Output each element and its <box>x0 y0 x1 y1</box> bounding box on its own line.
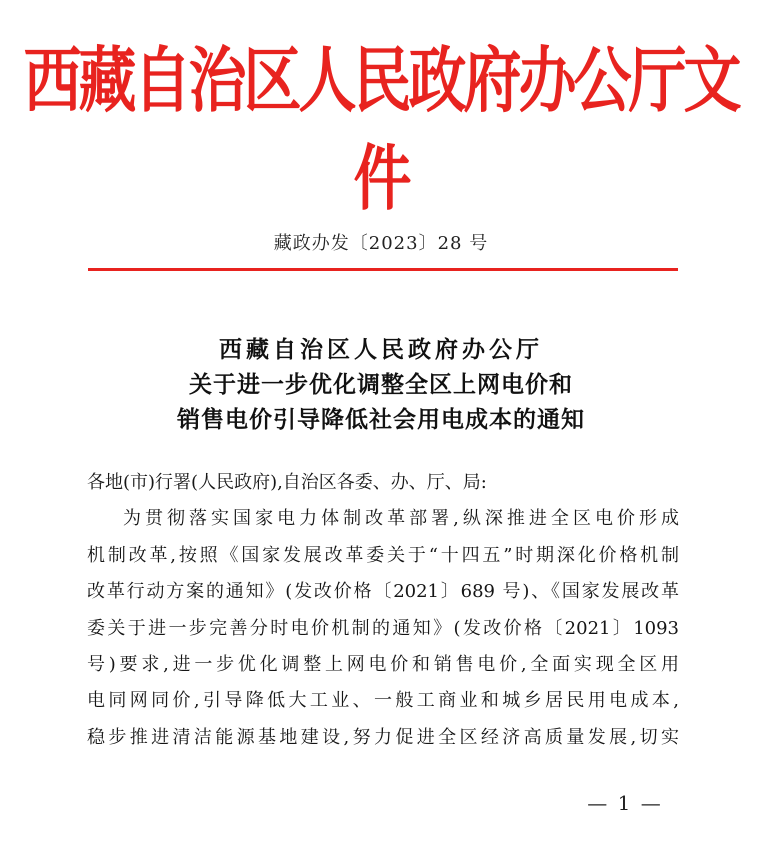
paragraph-line: 号)要求,进一步优化调整上网电价和销售电价,全面实现全区用 <box>87 653 679 675</box>
title-line-2: 关于进一步优化调整全区上网电价和 <box>189 372 573 398</box>
page-number: — 1 — <box>587 791 663 815</box>
document-masthead: 西藏自治区人民政府办公厅文件 <box>23 39 739 220</box>
paragraph-line: 委关于进一步完善分时电价机制的通知》(发改价格〔2021〕1093 <box>87 617 679 639</box>
document-body <box>87 465 679 756</box>
title-line-1: 西藏自治区人民政府办公厅 <box>219 337 543 363</box>
paragraph-line: 机制改革,按照《国家发展改革委关于“十四五”时期深化价格机制 <box>87 544 679 566</box>
paragraph-line: 改革行动方案的通知》(发改价格〔2021〕689 号)、《国家发展改革 <box>87 581 679 603</box>
salutation: 各地(市)行署(人民政府),自治区各委、办、厅、局: <box>87 472 487 493</box>
title-line-3: 销售电价引导降低社会用电成本的通知 <box>177 407 585 433</box>
paragraph-line: 稳步推进清洁能源基地建设,努力促进全区经济高质量发展,切实 <box>87 726 679 748</box>
document-number: 藏政办发〔2023〕28 号 <box>273 233 489 254</box>
red-divider-line <box>88 268 678 271</box>
document-title <box>0 333 762 438</box>
paragraph-line: 电同网同价,引导降低大工业、一般工商业和城乡居民用电成本, <box>87 690 679 712</box>
paragraph-line: 为贯彻落实国家电力体制改革部署,纵深推进全区电价形成 <box>123 508 679 530</box>
